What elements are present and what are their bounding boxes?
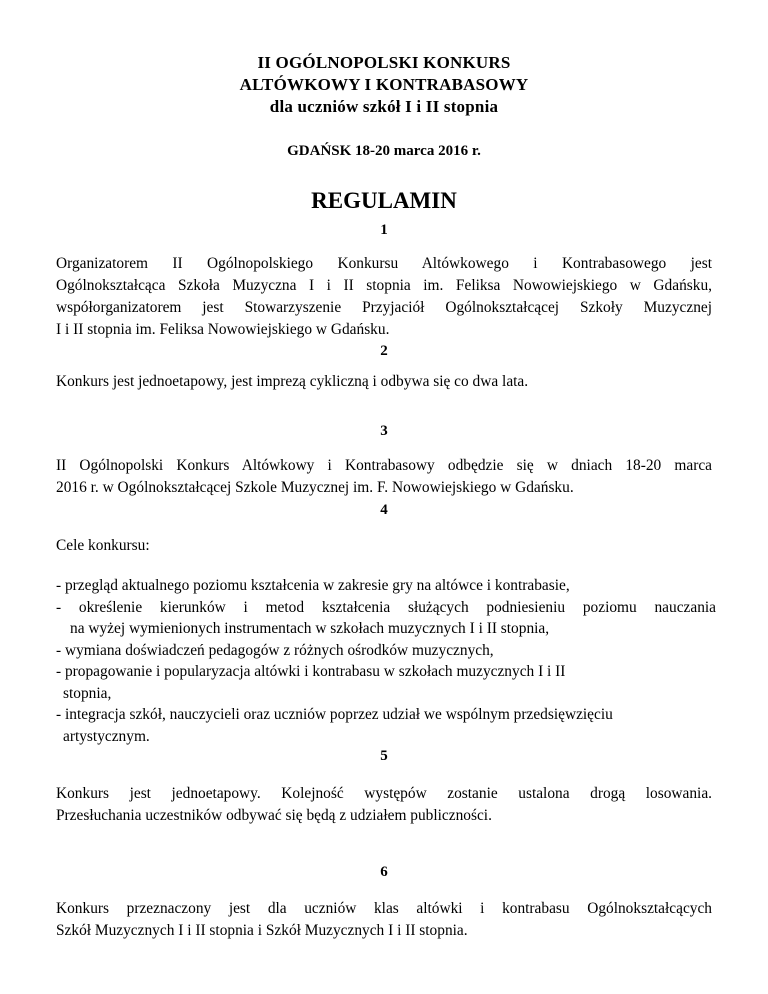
section-2-paragraph (56, 371, 712, 393)
section-1-line-4: I i II stopnia im. Feliksa Nowowiejskiego w Gdańsku. (56, 321, 390, 338)
section-5-line-1: Konkurs jest jednoetapowy. Kolejność występów zostanie ustalona drogą losowania. (56, 785, 712, 802)
section-2-line-1: Konkurs jest jednoetapowy, jest imprezą cykliczną i odbywa się co dwa lata. (56, 373, 529, 390)
section-4-intro-line: Cele konkursu: (56, 537, 150, 554)
section-number-1: 1 (380, 222, 388, 238)
section-1-line-3: współorganizatorem jest Stowarzyszenie Przyjaciół Ogólnokształcącej Szkoły Muzycznej (56, 299, 712, 316)
header-line-2: ALTÓWKOWY I KONTRABASOWY (239, 75, 529, 94)
section-3-line-1: II Ogólnopolski Konkurs Altówkowy i Kontrabasowy odbędzie się w dniach 18-20 marca (56, 457, 712, 474)
section-1-paragraph (56, 253, 712, 341)
section-number-4: 4 (380, 502, 388, 518)
section-number-2: 2 (380, 343, 388, 359)
goal-item-2: - określenie kierunków i metod kształcenia służących podniesieniu poziomu nauczania (56, 598, 716, 616)
header-line-1: II OGÓLNOPOLSKI KONKURS (257, 53, 511, 72)
section-1-line-1: Organizatorem II Ogólnopolskiego Konkursu Altówkowego i Kontrabasowego jest (56, 255, 712, 272)
section-5-paragraph (56, 783, 712, 827)
section-number-5: 5 (380, 748, 388, 764)
section-4-intro (56, 535, 712, 557)
section-3-paragraph (56, 455, 712, 499)
section-6-line-2: Szkół Muzycznych I i II stopnia i Szkół Muzycznych I i II stopnia. (56, 922, 468, 939)
event-date: GDAŃSK 18-20 marca 2016 r. (287, 143, 481, 159)
section-4-goals-list (56, 575, 716, 747)
section-1-line-2: Ogólnokształcąca Szkoła Muzyczna I i II stopnia im. Feliksa Nowowiejskiego w Gdańsku, (56, 277, 712, 294)
goal-item-1: - przegląd aktualnego poziomu kształcenia w zakresie gry na altówce i kontrabasie, (56, 577, 570, 594)
goal-item-4: - propagowanie i popularyzacja altówki i kontrabasu w szkołach muzycznych I i II (56, 663, 566, 680)
section-5-line-2: Przesłuchania uczestników odbywać się będą z udziałem publiczności. (56, 807, 492, 824)
goal-item-5: - integracja szkół, nauczycieli oraz uczniów poprzez udział we wspólnym przedsięwzięciu (56, 706, 613, 723)
goal-item-3: - wymiana doświadczeń pedagogów z różnych ośrodków muzycznych, (56, 641, 494, 659)
goal-item-5-cont: artystycznym. (63, 727, 150, 745)
document-title: REGULAMIN (311, 188, 457, 213)
section-3-line-2: 2016 r. w Ogólnokształcącej Szkole Muzycznej im. F. Nowowiejskiego w Gdańsku. (56, 479, 574, 496)
section-number-3: 3 (380, 423, 388, 439)
goal-item-2-cont: na wyżej wymienionych instrumentach w szkołach muzycznych I i II stopnia, (70, 620, 550, 637)
goal-item-4-cont: stopnia, (63, 684, 112, 702)
section-number-6: 6 (380, 864, 388, 880)
section-6-paragraph (56, 898, 712, 942)
header-line-3: dla uczniów szkół I i II stopnia (269, 97, 499, 116)
section-6-line-1: Konkurs przeznaczony jest dla uczniów klas altówki i kontrabasu Ogólnokształcących (56, 900, 712, 917)
